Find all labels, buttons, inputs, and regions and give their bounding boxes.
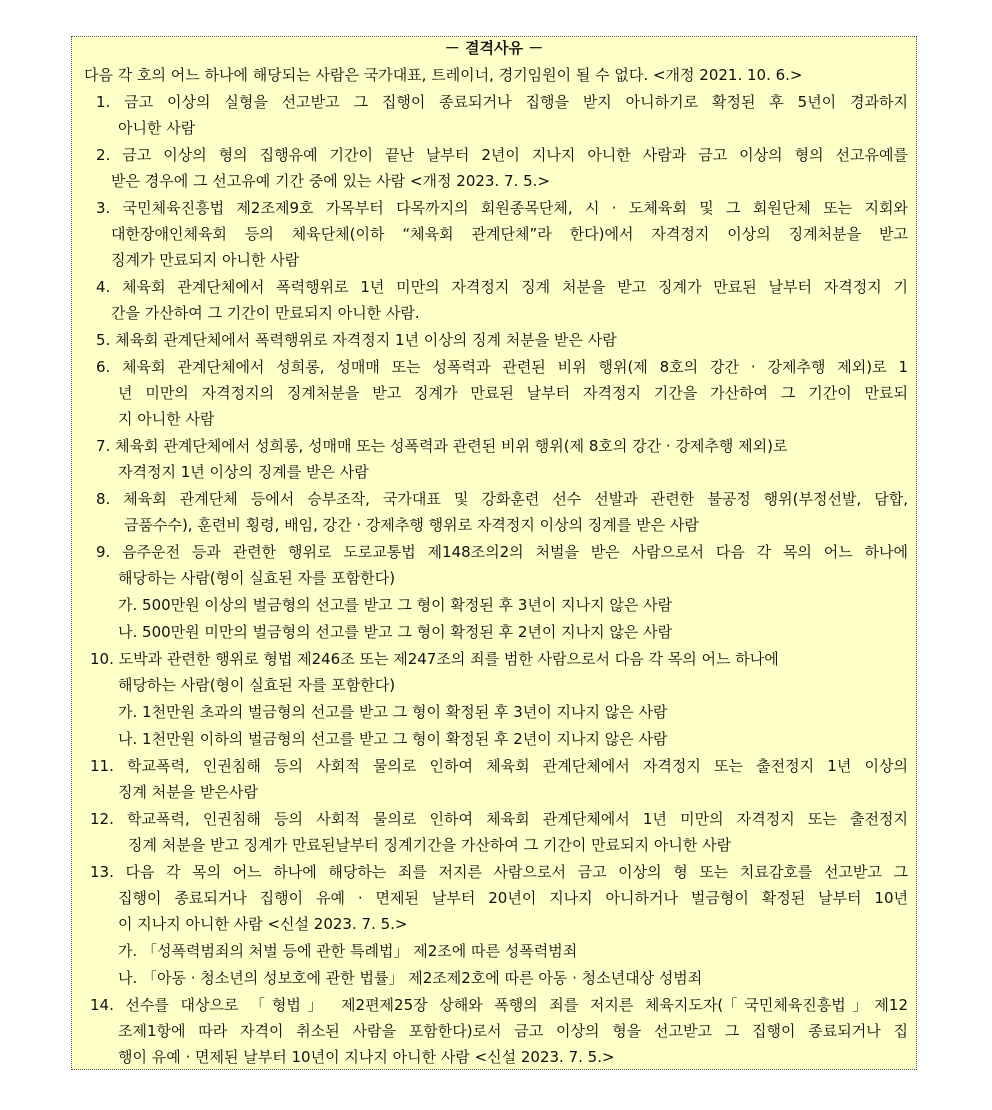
item-14-line-1: 14. 선수를 대상으로 「형법」 제2편제25장 상해와 폭행의 죄를 저지른 체육지도자(「국민체육진흥법」제12 — [90, 996, 908, 1014]
item-13-line-2: 집행이 종료되거나 집행이 유예 · 면제된 날부터 20년이 지나지 아니하거나 벌금형이 확정된 날부터 10년 — [118, 889, 908, 907]
item-1-line-2: 아니한 사람 — [118, 119, 196, 137]
item-10-line-1: 10. 도박과 관련한 행위로 형법 제246조 또는 제247조의 죄를 범한 사람으로서 다음 각 목의 어느 하나에 — [90, 650, 779, 668]
item-12-line-2: 징계 처분을 받고 징계가 만료된날부터 징계기간을 가산하여 그 기간이 만료되지 아니한 사람 — [128, 836, 732, 854]
item-14-line-2: 조제1항에 따라 자격이 취소된 사람을 포함한다)로서 금고 이상의 형을 선고받고 그 집행이 종료되거나 집 — [118, 1022, 908, 1040]
item-13-line-3: 이 지나지 아니한 사람 <신설 2023. 7. 5.> — [118, 915, 408, 933]
intro-text: 다음 각 호의 어느 하나에 해당되는 사람은 국가대표, 트레이너, 경기임원이 될 수 없다. <개정 2021. 10. 6.> — [84, 66, 803, 84]
item-1-line-1: 1. 금고 이상의 실형을 선고받고 그 집행이 종료되거나 집행을 받지 아니하기로 확정된 후 5년이 경과하지 — [96, 93, 908, 111]
item-11-line-2: 징계 처분을 받은사람 — [118, 783, 258, 801]
item-14-line-3: 행이 유예 · 면제된 날부터 10년이 지나지 아니한 사람 <신설 2023. 7. 5.> — [118, 1048, 615, 1066]
item-8-line-1: 8. 체육회 관계단체 등에서 승부조작, 국가대표 및 강화훈련 선수 선발과 관련한 불공정 행위(부정선발, 담합, — [96, 490, 908, 508]
document-title: － 결격사유 － — [444, 39, 544, 57]
item-11-line-1: 11. 학교폭력, 인권침해 등의 사회적 물의로 인하여 체육회 관계단체에서 자격정지 또는 출전정지 1년 이상의 — [90, 757, 908, 775]
item-7-line-2: 자격정지 1년 이상의 징계를 받은 사람 — [118, 463, 369, 481]
item-9-sub-na: 나. 500만원 미만의 벌금형의 선고를 받고 그 형이 확정된 후 2년이 지나지 않은 사람 — [118, 623, 673, 641]
item-2-line-2: 받은 경우에 그 선고유예 기간 중에 있는 사람 <개정 2023. 7. 5.> — [111, 172, 550, 190]
item-10-line-2: 해당하는 사람(형이 실효된 자를 포함한다) — [118, 676, 396, 694]
item-9-line-2: 해당하는 사람(형이 실효된 자를 포함한다) — [118, 569, 396, 587]
item-9-sub-ga: 가. 500만원 이상의 벌금형의 선고를 받고 그 형이 확정된 후 3년이 지나지 않은 사람 — [118, 596, 673, 614]
item-13-sub-ga: 가. 「성폭력범죄의 처벌 등에 관한 특례법」 제2조에 따른 성폭력범죄 — [118, 942, 578, 960]
item-6-line-2: 년 미만의 자격정지의 징계처분을 받고 징계가 만료된 날부터 자격정지 기간을 가산하여 그 기간이 만료되 — [118, 384, 908, 402]
item-3-line-3: 징계가 만료되지 아니한 사람 — [111, 251, 300, 269]
item-6-line-3: 지 아니한 사람 — [118, 410, 215, 428]
item-13-line-1: 13. 다음 각 목의 어느 하나에 해당하는 죄를 저지른 사람으로서 금고 이상의 형 또는 치료감호를 선고받고 그 — [90, 863, 908, 881]
item-3-line-2: 대한장애인체육회 등의 체육단체(이하 “체육회 관계단체”라 한다)에서 자격정지 이상의 징계처분을 받고 — [111, 225, 908, 243]
item-10-sub-na: 나. 1천만원 이하의 벌금형의 선고를 받고 그 형이 확정된 후 2년이 지나지 않은 사람 — [118, 730, 668, 748]
item-9-line-1: 9. 음주운전 등과 관련한 행위로 도로교통법 제148조의2의 처벌을 받은 사람으로서 다음 각 목의 어느 하나에 — [96, 543, 908, 561]
item-3-line-1: 3. 국민체육진흥법 제2조제9호 가목부터 다목까지의 회원종목단체, 시 · 도체육회 및 그 회원단체 또는 지회와 — [96, 199, 908, 217]
item-6-line-1: 6. 체육회 관계단체에서 성희롱, 성매매 또는 성폭력과 관련된 비위 행위(제 8호의 강간 · 강제추행 제외)로 1 — [96, 358, 908, 376]
item-2-line-1: 2. 금고 이상의 형의 집행유예 기간이 끝난 날부터 2년이 지나지 아니한 사람과 금고 이상의 형의 선고유예를 — [96, 146, 908, 164]
disqualification-box — [71, 36, 917, 1070]
item-12-line-1: 12. 학교폭력, 인권침해 등의 사회적 물의로 인하여 체육회 관계단체에서 1년 미만의 자격정지 또는 출전정지 — [90, 810, 908, 828]
item-13-sub-na: 나. 「아동 · 청소년의 성보호에 관한 법률」 제2조제2호에 따른 아동 · 청소년대상 성범죄 — [118, 969, 703, 987]
item-5-line-1: 5. 체육회 관계단체에서 폭력행위로 자격정지 1년 이상의 징계 처분을 받은 사람 — [96, 331, 617, 349]
item-10-sub-ga: 가. 1천만원 초과의 벌금형의 선고를 받고 그 형이 확정된 후 3년이 지나지 않은 사람 — [118, 703, 668, 721]
item-4-line-1: 4. 체육회 관계단체에서 폭력행위로 1년 미만의 자격정지 징계 처분을 받고 징계가 만료된 날부터 자격정지 기 — [96, 278, 908, 296]
item-4-line-2: 간을 가산하여 그 기간이 만료되지 아니한 사람. — [111, 304, 420, 322]
item-8-line-2: 금품수수), 훈련비 횡령, 배임, 강간 · 강제추행 행위로 자격정지 이상의 징계를 받은 사람 — [124, 516, 699, 534]
item-7-line-1: 7. 체육회 관계단체에서 성희롱, 성매매 또는 성폭력과 관련된 비위 행위(제 8호의 강간 · 강제추행 제외)로 — [96, 437, 788, 455]
